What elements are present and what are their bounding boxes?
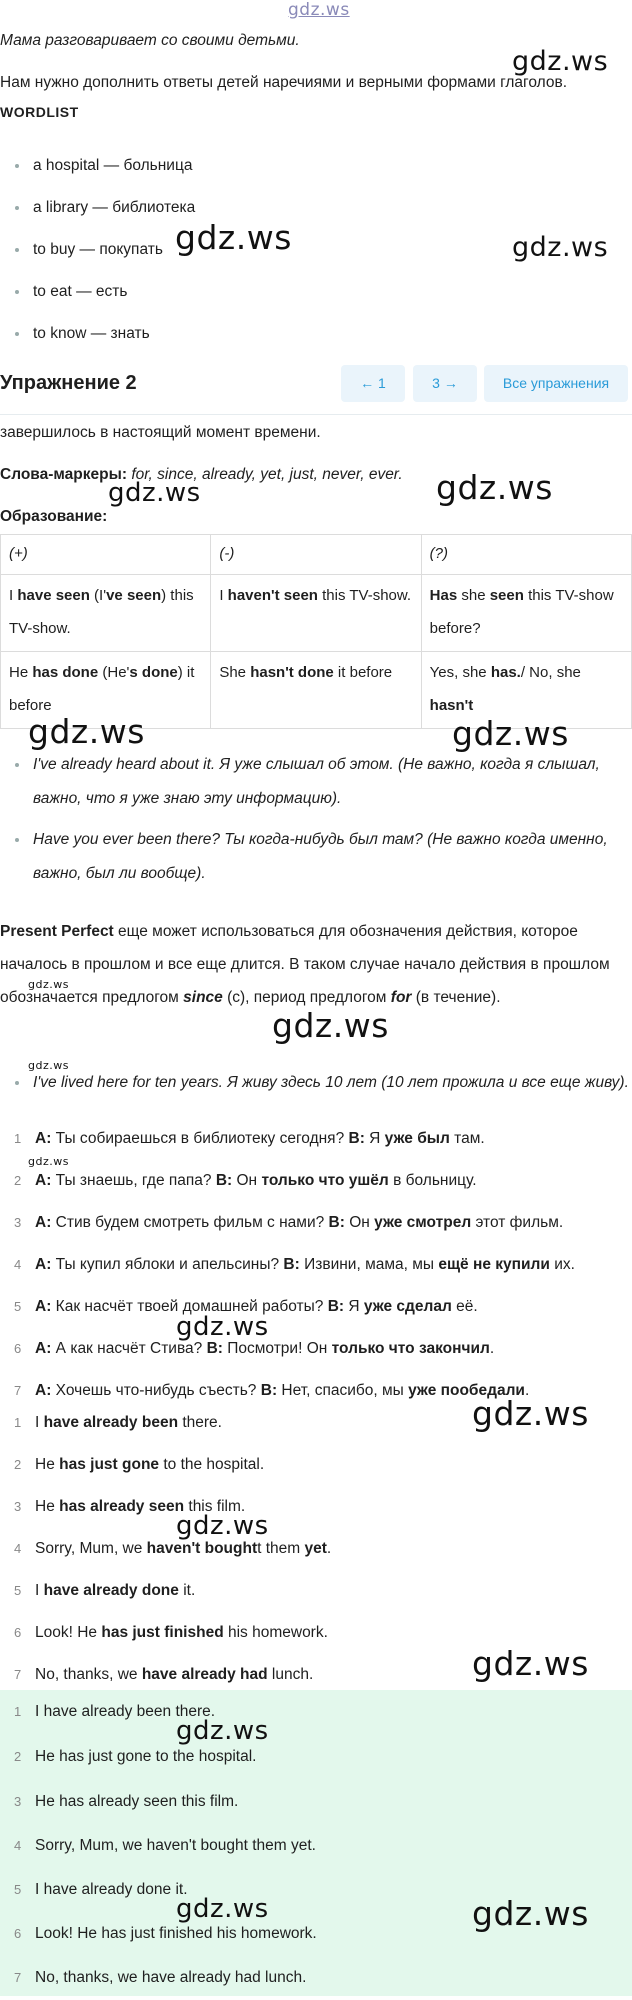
- watermark: gdz.ws: [472, 1394, 589, 1433]
- divider: [0, 414, 632, 415]
- list-item: to know — знать: [0, 316, 195, 358]
- list-item: 3 He has already seen this film.: [14, 1793, 239, 1810]
- watermark: gdz.ws: [176, 1716, 269, 1746]
- list-item: to eat — есть: [0, 274, 195, 316]
- list-item: 1 I have already been there.: [14, 1703, 216, 1720]
- watermark: gdz.ws: [512, 46, 609, 77]
- markers-label: Слова-маркеры:: [0, 466, 128, 483]
- list-item: a library — библиотека: [0, 190, 195, 232]
- table-cell: Has she seen this TV-show before?: [421, 575, 631, 652]
- list-item: 4 Sorry, Mum, we haven't boughtt them yet.: [14, 1540, 332, 1557]
- list-item: 6 Look! He has just finished his homework.: [14, 1624, 328, 1641]
- list-item: 2 A: Ты знаешь, где папа? B: Он только что ушёл в больницу.: [14, 1172, 477, 1189]
- watermark: gdz.ws: [28, 712, 145, 751]
- list-item: 7 No, thanks, we have already had lunch.: [14, 1666, 314, 1683]
- watermark: gdz.ws: [512, 232, 609, 263]
- theory-line: завершилось в настоящий момент времени.: [0, 424, 321, 441]
- formation-label: Образование:: [0, 508, 108, 525]
- prev-exercise-button[interactable]: ← 1: [341, 365, 405, 402]
- markers-value: for, since, already, yet, just, never, ever.: [127, 466, 403, 483]
- list-item: 3 He has already seen this film.: [14, 1498, 246, 1515]
- list-item: 7 No, thanks, we have already had lunch.: [14, 1969, 307, 1986]
- all-exercises-button[interactable]: Все упражнения: [484, 365, 628, 402]
- list-item: 4 A: Ты купил яблоки и апельсины? B: Извини, мама, мы ещё не купили их.: [14, 1256, 575, 1273]
- wordlist-heading: WORDLIST: [0, 104, 79, 120]
- watermark: gdz.ws: [452, 714, 569, 753]
- watermark: gdz.ws: [436, 468, 553, 507]
- table-cell: She hasn't done it before: [211, 652, 421, 729]
- wordlist: [0, 148, 195, 358]
- list-item: 5 I have already done it.: [14, 1881, 188, 1898]
- table-cell: I have seen (I've seen) this TV-show.: [1, 575, 211, 652]
- watermark: gdz.ws: [472, 1644, 589, 1683]
- list-item: 3 A: Стив будем смотреть фильм с нами? B: Он уже смотрел этот фильм.: [14, 1214, 564, 1231]
- watermark-top-link[interactable]: gdz.ws: [288, 0, 350, 20]
- watermark: gdz.ws: [176, 1511, 269, 1541]
- intro-line-1: Мама разговаривает со своими детьми.: [0, 32, 300, 49]
- table-cell: I haven't seen this TV-show.: [211, 575, 421, 652]
- list-item: 6 A: А как насчёт Стива? B: Посмотри! Он только что закончил.: [14, 1340, 495, 1357]
- next-exercise-button[interactable]: 3 →: [413, 365, 477, 402]
- list-item: 2 He has just gone to the hospital.: [14, 1456, 265, 1473]
- list-item: 5 I have already done it.: [14, 1582, 196, 1599]
- watermark: gdz.ws: [28, 1155, 69, 1168]
- list-item: 6 Look! He has just finished his homework.: [14, 1925, 317, 1942]
- watermark: gdz.ws: [272, 1006, 389, 1045]
- example-item: Have you ever been there? Ты когда-нибудь был там? (Не важно когда именно, важно, был ли вообще).: [0, 823, 632, 891]
- table-cell: He has done (He's done) it before: [1, 652, 211, 729]
- list-item: 4 Sorry, Mum, we haven't bought them yet.: [14, 1837, 316, 1854]
- list-item: to buy — покупать: [0, 232, 195, 274]
- table-cell: Yes, she has./ No, she hasn't: [421, 652, 631, 729]
- example-item: I've already heard about it. Я уже слышал об этом. (Не важно, когда я слышал, важно, что я уже знаю эту информацию).: [0, 748, 632, 816]
- watermark: gdz.ws: [176, 1312, 269, 1342]
- list-item: a hospital — больница: [0, 148, 195, 190]
- list-item: 1 I have already been there.: [14, 1414, 222, 1431]
- list-item: 2 He has just gone to the hospital.: [14, 1748, 257, 1765]
- intro-line-2: Нам нужно дополнить ответы детей наречиями и верными формами глаголов.: [0, 74, 568, 91]
- table-header: (+): [1, 535, 211, 575]
- present-perfect-paragraph: Present Perfect еще может использоваться для обозначения действия, которое началось в прошлом и все еще длится. В таком случае начало действия в прошлом обозначается предлогом since (с), период предлогом for (в течение).: [0, 923, 610, 1006]
- watermark: gdz.ws: [472, 1894, 589, 1933]
- exercise-title: Упражнение 2: [0, 372, 137, 394]
- watermark: gdz.ws: [28, 978, 69, 991]
- table-header: (?): [421, 535, 631, 575]
- table-header: (-): [211, 535, 421, 575]
- list-item: 7 A: Хочешь что-нибудь съесть? B: Нет, спасибо, мы уже пообедали.: [14, 1382, 530, 1399]
- watermark: gdz.ws: [176, 1894, 269, 1924]
- formation-table: [0, 534, 632, 729]
- list-item: 1 A: Ты собираешься в библиотеку сегодня? B: Я уже был там.: [14, 1130, 485, 1147]
- watermark: gdz.ws: [28, 1059, 69, 1072]
- watermark: gdz.ws: [175, 218, 292, 257]
- watermark: gdz.ws: [108, 478, 201, 508]
- example-item: I've lived here for ten years. Я живу здесь 10 лет (10 лет прожила и все еще живу).: [0, 1066, 632, 1100]
- list-item: 5 A: Как насчёт твоей домашней работы? B: Я уже сделал её.: [14, 1298, 478, 1315]
